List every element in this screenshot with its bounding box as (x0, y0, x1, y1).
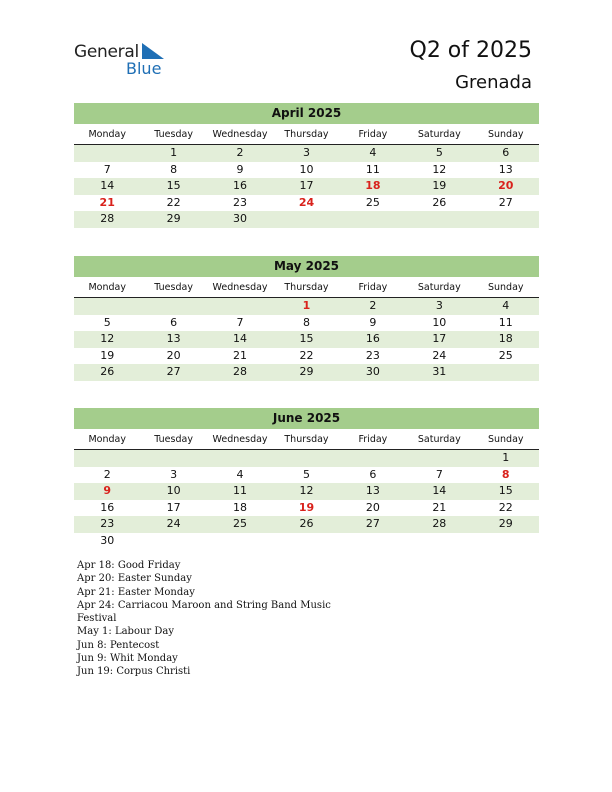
empty-day-cell (273, 211, 339, 228)
weekday-label: Saturday (417, 282, 461, 293)
day-cell: 9 (369, 315, 377, 329)
day-cell: 16 (233, 179, 248, 192)
day-cell: 5 (435, 146, 443, 159)
day-cell: 17 (166, 500, 181, 514)
day-cell: 12 (299, 484, 314, 497)
holiday-note: Festival (77, 613, 117, 625)
empty-day-cell (140, 298, 206, 315)
day-cell: 8 (302, 315, 310, 329)
day-cell: 2 (369, 299, 377, 312)
week-row (74, 467, 539, 484)
weekday-label: Friday (358, 282, 388, 293)
holiday-note: Jun 8: Pentecost (77, 639, 160, 651)
day-cell: 27 (166, 365, 181, 378)
empty-day-cell (473, 211, 539, 228)
day-cell: 22 (498, 500, 513, 514)
week-row (74, 516, 539, 533)
day-cell: 11 (233, 484, 248, 497)
day-cell: 30 (100, 533, 115, 547)
holiday-note: Apr 18: Good Friday (77, 560, 181, 571)
day-cell: 26 (299, 517, 314, 530)
day-cell: 24 (298, 195, 315, 209)
month-june (74, 408, 539, 549)
week-row (74, 483, 539, 500)
week-row (74, 315, 539, 332)
logo-word-blue: Blue (126, 59, 162, 78)
day-cell: 23 (100, 517, 115, 530)
day-cell: 29 (498, 517, 513, 530)
day-cell: 29 (299, 365, 314, 378)
empty-day-cell (74, 298, 140, 315)
day-cell: 30 (365, 365, 380, 378)
day-cell: 17 (299, 179, 314, 192)
week-row (74, 195, 539, 212)
day-cell: 6 (502, 146, 510, 159)
day-cell: 20 (365, 500, 380, 514)
empty-day-cell (340, 533, 406, 550)
week-row (74, 298, 539, 315)
day-cell: 10 (432, 315, 447, 329)
weekday-header-row (74, 433, 539, 450)
day-cell: 4 (236, 467, 244, 481)
day-cell: 10 (166, 484, 181, 497)
weekday-label: Thursday (284, 129, 329, 140)
week-row (74, 533, 539, 550)
day-cell: 14 (432, 484, 447, 497)
weekday-label: Wednesday (212, 129, 268, 140)
day-cell: 27 (498, 195, 513, 209)
empty-day-cell (273, 533, 339, 550)
day-cell: 17 (432, 332, 447, 345)
day-cell: 7 (435, 467, 443, 481)
logo-word-general: General (74, 42, 139, 62)
day-cell: 15 (166, 179, 181, 192)
empty-day-cell (74, 145, 140, 162)
day-cell: 25 (498, 348, 513, 362)
holiday-note: Apr 21: Easter Monday (77, 586, 195, 598)
day-cell: 11 (365, 162, 380, 176)
weekday-label: Friday (358, 434, 388, 445)
day-cell: 9 (103, 484, 112, 497)
weekday-label: Monday (88, 434, 126, 445)
holiday-note: Jun 9: Whit Monday (77, 653, 178, 665)
day-cell: 18 (498, 332, 513, 345)
weekday-label: Saturday (417, 129, 461, 140)
day-cell: 16 (100, 500, 115, 514)
day-cell: 18 (233, 500, 248, 514)
day-cell: 3 (170, 467, 178, 481)
day-cell: 9 (236, 162, 244, 176)
day-cell: 2 (103, 467, 111, 481)
weekday-label: Tuesday (154, 434, 193, 445)
empty-day-cell (340, 450, 406, 467)
day-cell: 13 (166, 332, 181, 345)
empty-day-cell (406, 533, 472, 550)
day-cell: 21 (99, 195, 115, 209)
day-cell: 6 (369, 467, 377, 481)
day-cell: 31 (432, 365, 447, 378)
day-cell: 21 (233, 348, 248, 362)
day-cell: 5 (103, 315, 111, 329)
day-cell: 20 (166, 348, 181, 362)
day-cell: 26 (100, 365, 115, 378)
day-cell: 3 (302, 146, 310, 159)
brand-logo (74, 42, 174, 78)
weekday-label: Thursday (284, 434, 329, 445)
empty-day-cell (406, 450, 472, 467)
day-cell: 15 (498, 484, 513, 497)
empty-day-cell (406, 211, 472, 228)
weekday-label: Sunday (487, 434, 524, 445)
week-row (74, 211, 539, 228)
weekday-header-row (74, 128, 539, 145)
day-cell: 26 (432, 195, 447, 209)
empty-day-cell (140, 533, 206, 550)
month-april (74, 103, 539, 228)
empty-day-cell (473, 364, 539, 381)
week-row (74, 500, 539, 517)
month-title: May 2025 (74, 256, 539, 277)
day-cell: 24 (432, 348, 447, 362)
day-cell: 1 (302, 299, 311, 312)
day-cell: 25 (233, 517, 248, 530)
day-cell: 15 (299, 332, 314, 345)
empty-day-cell (273, 450, 339, 467)
page-title: Q2 of 2025 (409, 38, 532, 63)
week-row (74, 364, 539, 381)
day-cell: 7 (236, 315, 244, 329)
holiday-note: May 1: Labour Day (77, 626, 174, 638)
week-row (74, 348, 539, 365)
weekday-label: Sunday (487, 129, 524, 140)
day-cell: 14 (233, 332, 248, 345)
weekday-label: Wednesday (212, 434, 268, 445)
day-cell: 22 (166, 195, 181, 209)
day-cell: 30 (233, 212, 248, 225)
month-title: April 2025 (74, 103, 539, 124)
day-cell: 13 (365, 484, 380, 497)
week-row (74, 162, 539, 179)
day-cell: 28 (233, 365, 248, 378)
day-cell: 23 (365, 348, 380, 362)
day-cell: 20 (498, 179, 514, 192)
weekday-label: Friday (358, 129, 388, 140)
day-cell: 8 (501, 467, 510, 481)
day-cell: 14 (100, 179, 115, 192)
month-may (74, 256, 539, 381)
day-cell: 7 (103, 162, 111, 176)
weekday-label: Sunday (487, 282, 524, 293)
holiday-notes (77, 559, 397, 679)
day-cell: 24 (166, 517, 181, 530)
day-cell: 4 (369, 146, 377, 159)
weekday-header-row (74, 281, 539, 298)
day-cell: 13 (498, 162, 513, 176)
week-row (74, 145, 539, 162)
empty-day-cell (207, 450, 273, 467)
day-cell: 16 (365, 332, 380, 345)
weekday-label: Thursday (284, 282, 329, 293)
day-cell: 23 (233, 195, 248, 209)
day-cell: 29 (166, 212, 181, 225)
weekday-label: Wednesday (212, 282, 268, 293)
day-cell: 11 (498, 315, 513, 329)
day-cell: 3 (435, 299, 443, 312)
weekday-label: Saturday (417, 434, 461, 445)
day-cell: 10 (299, 162, 314, 176)
day-cell: 22 (299, 348, 314, 362)
day-cell: 19 (432, 179, 447, 192)
weekday-label: Monday (88, 129, 126, 140)
day-cell: 12 (432, 162, 447, 176)
empty-day-cell (473, 533, 539, 550)
day-cell: 2 (236, 146, 244, 159)
day-cell: 25 (365, 195, 380, 209)
weekday-label: Tuesday (154, 129, 193, 140)
weekday-label: Tuesday (154, 282, 193, 293)
holiday-note: Apr 24: Carriacou Maroon and String Band Music (77, 599, 331, 611)
day-cell: 18 (365, 179, 381, 192)
empty-day-cell (74, 450, 140, 467)
week-row (74, 450, 539, 467)
empty-day-cell (207, 533, 273, 550)
day-cell: 5 (302, 467, 310, 481)
week-row (74, 178, 539, 195)
day-cell: 6 (170, 315, 178, 329)
day-cell: 1 (502, 451, 510, 464)
day-cell: 19 (100, 348, 115, 362)
country-name: Grenada (455, 72, 532, 93)
week-row (74, 331, 539, 348)
holiday-note: Apr 20: Easter Sunday (77, 573, 192, 585)
empty-day-cell (207, 298, 273, 315)
day-cell: 1 (170, 146, 178, 159)
logo-triangle-icon (142, 43, 164, 59)
holiday-note: Jun 19: Corpus Christi (77, 666, 191, 678)
weekday-label: Monday (88, 282, 126, 293)
day-cell: 4 (502, 299, 510, 312)
day-cell: 28 (100, 212, 115, 225)
day-cell: 27 (365, 517, 380, 530)
month-title: June 2025 (74, 408, 539, 429)
empty-day-cell (340, 211, 406, 228)
day-cell: 12 (100, 332, 115, 345)
day-cell: 8 (170, 162, 178, 176)
empty-day-cell (140, 450, 206, 467)
day-cell: 21 (432, 500, 447, 514)
day-cell: 28 (432, 517, 447, 530)
day-cell: 19 (298, 500, 315, 514)
